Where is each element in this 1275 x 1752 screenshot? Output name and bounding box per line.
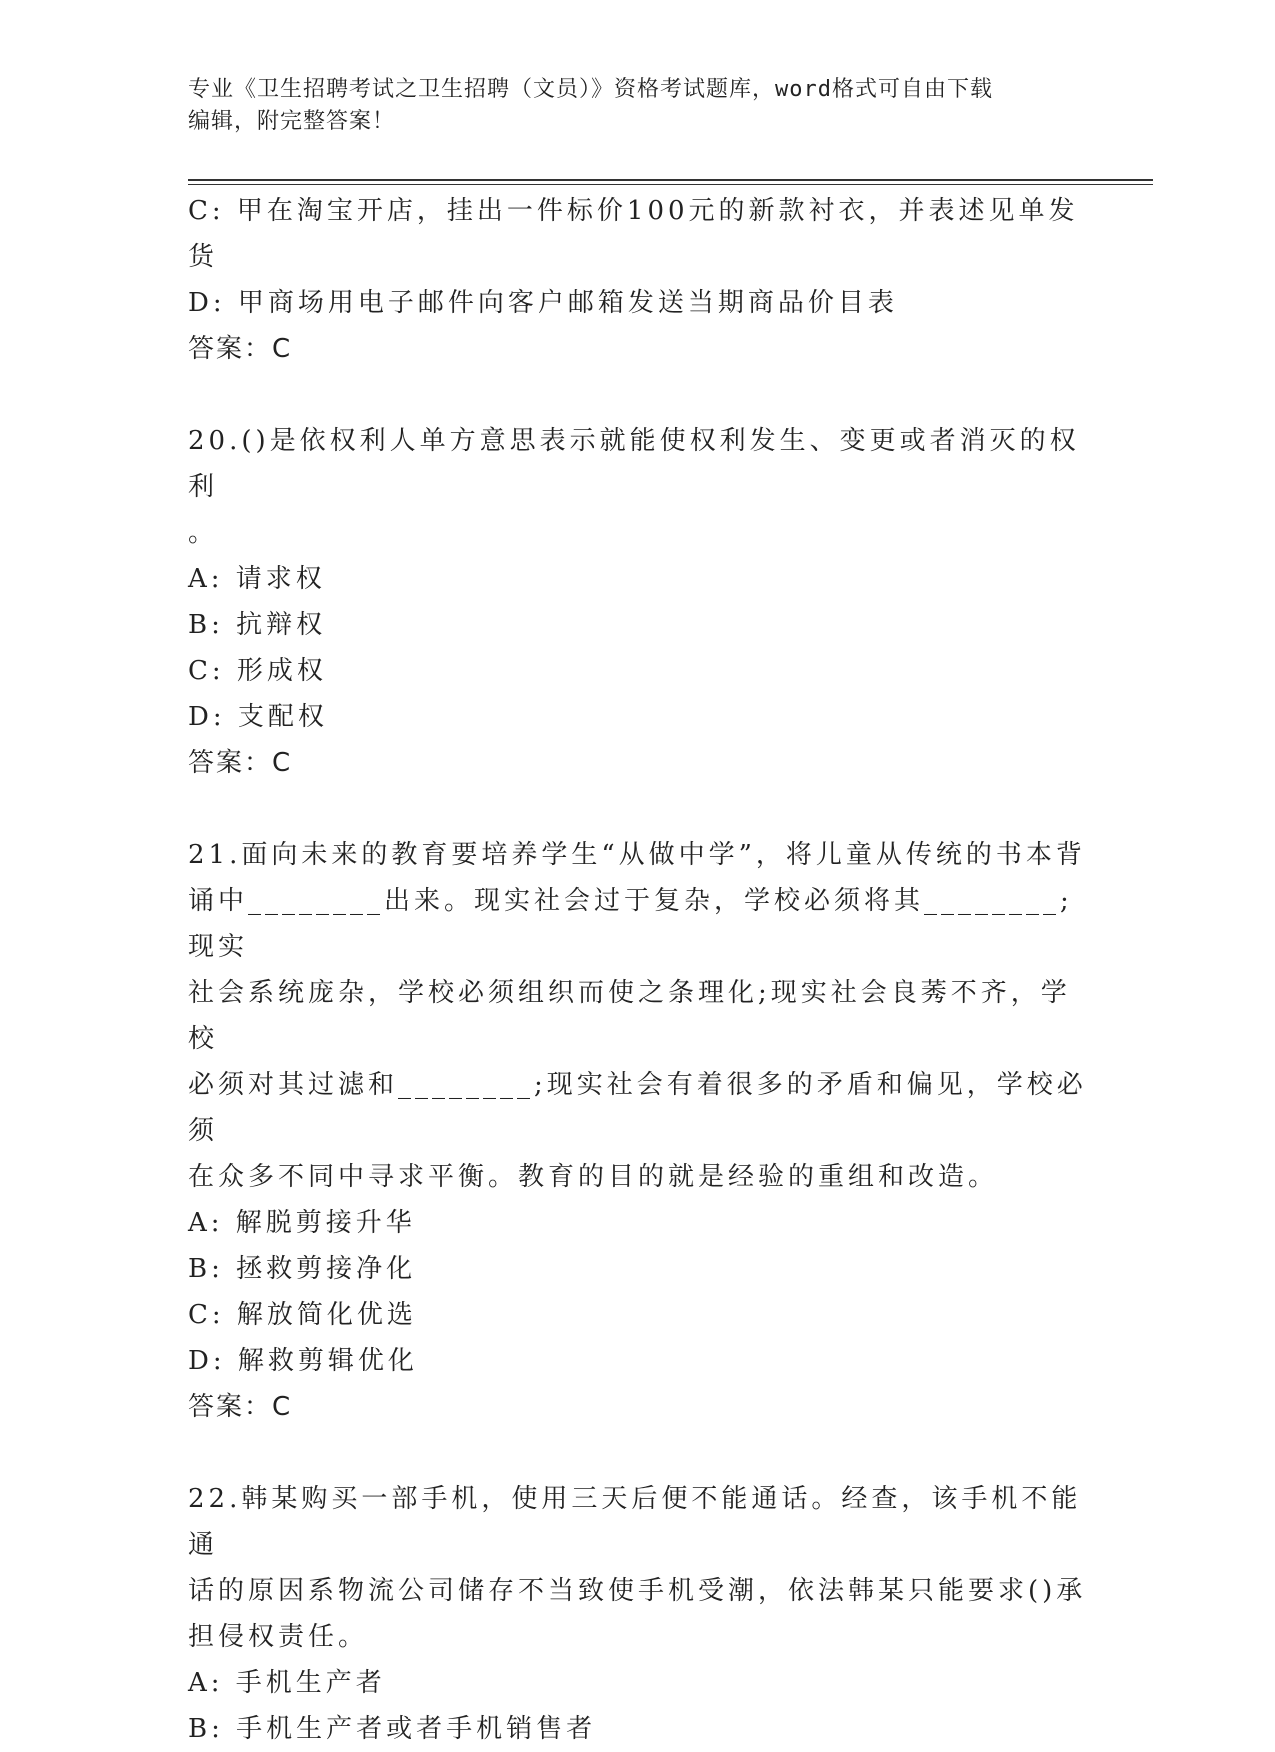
question-stem-line: 诵中________出来。现实社会过于复杂，学校必须将其________;现实 — [188, 886, 1073, 962]
header-line-1: 专业《卫生招聘考试之卫生招聘（文员）》资格考试题库，word格式可自由下载 — [188, 77, 993, 102]
option-d: D: 解救剪辑优化 — [188, 1346, 418, 1376]
question-stem-line: 在众多不同中寻求平衡。教育的目的就是经验的重组和改造。 — [188, 1162, 999, 1192]
option-b: B: 拯救剪接净化 — [188, 1254, 417, 1284]
option-a: A: 手机生产者 — [188, 1668, 386, 1698]
answer-label: 答案：C — [188, 1392, 293, 1422]
page-header — [188, 74, 1088, 138]
option-a: A: 解脱剪接升华 — [188, 1208, 416, 1238]
question-stem-line: 话的原因系物流公司储存不当致使手机受潮，依法韩某只能要求()承 — [188, 1576, 1087, 1606]
question-stem-line: 21.面向未来的教育要培养学生“从做中学”，将儿童从传统的书本背 — [188, 840, 1086, 870]
option-b: B: 手机生产者或者手机销售者 — [188, 1714, 597, 1744]
option-b: B: 抗辩权 — [188, 610, 327, 640]
header-line-2: 编辑，附完整答案！ — [188, 109, 396, 134]
answer-label: 答案：C — [188, 748, 293, 778]
option-c: C: 甲在淘宝开店，挂出一件标价100元的新款衬衣，并表述见单发货 — [188, 196, 1079, 272]
question-21 — [188, 832, 1088, 1430]
option-c: C: 解放简化优选 — [188, 1300, 417, 1330]
question-stem-line: 社会系统庞杂，学校必须组织而使之条理化;现实社会良莠不齐，学校 — [188, 978, 1071, 1054]
question-stem-line: 担侵权责任。 — [188, 1622, 369, 1652]
question-stem-line: 必须对其过滤和________;现实社会有着很多的矛盾和偏见，学校必须 — [188, 1070, 1087, 1146]
question-22 — [188, 1476, 1088, 1752]
option-d: D: 甲商场用电子邮件向客户邮箱发送当期商品价目表 — [188, 288, 898, 318]
option-a: A: 请求权 — [188, 564, 326, 594]
previous-question-tail — [188, 188, 1088, 372]
question-20 — [188, 418, 1088, 786]
option-c: C: 形成权 — [188, 656, 327, 686]
question-stem-line: 。 — [188, 518, 219, 548]
document-body — [188, 188, 1088, 1752]
answer-label: 答案：C — [188, 334, 293, 364]
option-d: D: 支配权 — [188, 702, 328, 732]
question-stem-line: 20.()是依权利人单方意思表示就能使权利发生、变更或者消灭的权利 — [188, 426, 1080, 502]
question-stem-line: 22.韩某购买一部手机，使用三天后便不能通话。经查，该手机不能通 — [188, 1484, 1082, 1560]
header-divider — [188, 179, 1153, 185]
